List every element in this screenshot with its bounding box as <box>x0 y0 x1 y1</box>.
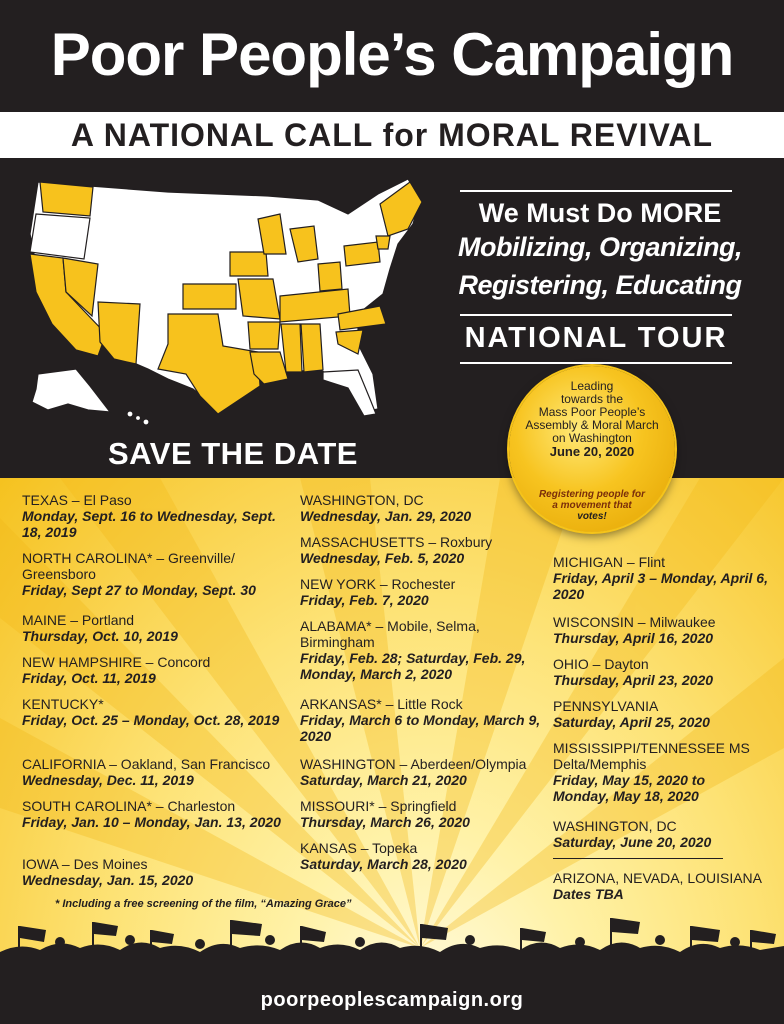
event-date: Friday, Oct. 11, 2019 <box>22 670 156 686</box>
event-washington-dc-jan <box>300 492 548 524</box>
event-location: IOWA – Des Moines <box>22 856 148 872</box>
event-missouri <box>300 798 548 830</box>
badge-line4: Assembly & Moral March <box>525 418 659 432</box>
event-ohio <box>553 656 773 688</box>
event-location: WASHINGTON – Aberdeen/Olympia <box>300 756 527 772</box>
tagline-line3: Registering, Educating <box>458 270 742 300</box>
event-location: NEW HAMPSHIRE – Concord <box>22 654 211 670</box>
event-iowa <box>22 856 297 888</box>
event-date: Thursday, Oct. 10, 2019 <box>22 628 178 644</box>
event-date: Friday, Feb. 28; Saturday, Feb. 29, Monday, March 2, 2020 <box>300 650 526 682</box>
event-date: Friday, May 15, 2020 to Monday, May 18, 2020 <box>553 772 705 804</box>
event-date: Friday, Oct. 25 – Monday, Oct. 28, 2019 <box>22 712 280 728</box>
event-date: Friday, March 6 to Monday, March 9, 2020 <box>300 712 541 744</box>
event-michigan <box>553 554 773 602</box>
tagline-mid-rule <box>460 314 732 316</box>
event-date: Dates TBA <box>553 886 624 902</box>
event-location: MICHIGAN – Flint <box>553 554 666 570</box>
event-location: ARKANSAS* – Little Rock <box>300 696 463 712</box>
event-date: Thursday, March 26, 2020 <box>300 814 470 830</box>
event-north-carolina <box>22 550 297 598</box>
event-date: Saturday, April 25, 2020 <box>553 714 710 730</box>
event-location: PENNSYLVANIA <box>553 698 659 714</box>
poster-title: Poor People’s Campaign <box>50 21 734 88</box>
us-map-illustration <box>18 174 438 434</box>
badge-sub-line2: a movement that <box>552 500 632 511</box>
event-new-york <box>300 576 548 608</box>
event-massachusetts <box>300 534 548 566</box>
national-tour-heading: NATIONAL TOUR <box>464 322 728 354</box>
event-location: MISSOURI* – Springfield <box>300 798 457 814</box>
event-date: Friday, Sept 27 to Monday, Sept. 30 <box>22 582 256 598</box>
tagline-top-rule <box>460 190 732 192</box>
badge-line3: Mass Poor People’s <box>538 405 646 419</box>
tagline-bottom-rule <box>460 362 732 364</box>
event-location: WASHINGTON, DC <box>300 492 424 508</box>
event-date: Wednesday, Jan. 29, 2020 <box>300 508 472 524</box>
event-date: Friday, Feb. 7, 2020 <box>300 592 429 608</box>
event-location: MASSACHUSETTS – Roxbury <box>300 534 493 550</box>
event-date: Saturday, March 28, 2020 <box>300 856 467 872</box>
event-date: Friday, Jan. 10 – Monday, Jan. 13, 2020 <box>22 814 281 830</box>
badge-line1: Leading <box>570 379 614 393</box>
event-date: Wednesday, Jan. 15, 2020 <box>22 872 194 888</box>
event-date: Thursday, April 23, 2020 <box>553 672 714 688</box>
tagline-line1: We Must Do MORE <box>478 198 722 228</box>
badge-sub-line3: votes! <box>577 511 607 522</box>
event-pennsylvania <box>553 698 773 730</box>
event-location: NEW YORK – Rochester <box>300 576 456 592</box>
event-location: MISSISSIPPI/TENNESSEE MS Delta/Memphis <box>553 740 750 772</box>
event-date: Saturday, March 21, 2020 <box>300 772 467 788</box>
event-location: ALABAMA* – Mobile, Selma, Birmingham <box>300 618 480 650</box>
event-maine <box>22 612 297 644</box>
event-date: Wednesday, Dec. 11, 2019 <box>22 772 194 788</box>
event-wisconsin <box>553 614 773 646</box>
event-washington-aberdeen <box>300 756 548 788</box>
event-washington-dc-june <box>553 818 773 850</box>
badge-line2: towards the <box>560 392 624 406</box>
event-date: Thursday, April 16, 2020 <box>553 630 714 646</box>
event-location: SOUTH CAROLINA* – Charleston <box>22 798 236 814</box>
event-date: Saturday, June 20, 2020 <box>553 834 712 850</box>
event-location: ARIZONA, NEVADA, LOUISIANA <box>553 870 763 886</box>
tagline-line2: Mobilizing, Organizing, <box>458 232 742 262</box>
website-link[interactable]: poorpeoplescampaign.org <box>0 980 784 1024</box>
event-location: NORTH CAROLINA* – Greenville/ Greensboro <box>22 550 235 582</box>
event-location: TEXAS – El Paso <box>22 492 132 508</box>
event-kansas <box>300 840 548 872</box>
event-texas <box>22 492 297 540</box>
event-alabama <box>300 618 548 682</box>
event-california <box>22 756 297 788</box>
event-date: Wednesday, Feb. 5, 2020 <box>300 550 465 566</box>
footnote: * Including a free screening of the film, “Amazing Grace” <box>55 898 352 910</box>
event-south-carolina <box>22 798 297 830</box>
event-new-hampshire <box>22 654 297 686</box>
event-location: OHIO – Dayton <box>553 656 649 672</box>
event-location: CALIFORNIA – Oakland, San Francisco <box>22 756 271 772</box>
event-location: MAINE – Portland <box>22 612 135 628</box>
event-kentucky <box>22 696 297 728</box>
event-mississippi-tennessee <box>553 740 753 804</box>
save-the-date-heading: SAVE THE DATE <box>108 436 358 471</box>
event-tba <box>553 870 773 902</box>
event-location: WASHINGTON, DC <box>553 818 677 834</box>
crowd-silhouette <box>0 912 784 982</box>
event-location: WISCONSIN – Milwaukee <box>553 614 716 630</box>
badge-date: June 20, 2020 <box>549 444 635 459</box>
badge-line5: on Washington <box>552 431 632 445</box>
event-location: KENTUCKY* <box>22 696 104 712</box>
column-divider <box>553 858 723 859</box>
event-location: KANSAS – Topeka <box>300 840 418 856</box>
poster-subtitle: A NATIONAL CALL for MORAL REVIVAL <box>70 117 714 153</box>
badge-text <box>509 380 675 458</box>
event-date: Friday, April 3 – Monday, April 6, 2020 <box>553 570 768 602</box>
badge-sub-line1: Registering people for <box>538 489 646 500</box>
event-arkansas <box>300 696 548 744</box>
event-date: Monday, Sept. 16 to Wednesday, Sept. 18, 2019 <box>22 508 276 540</box>
